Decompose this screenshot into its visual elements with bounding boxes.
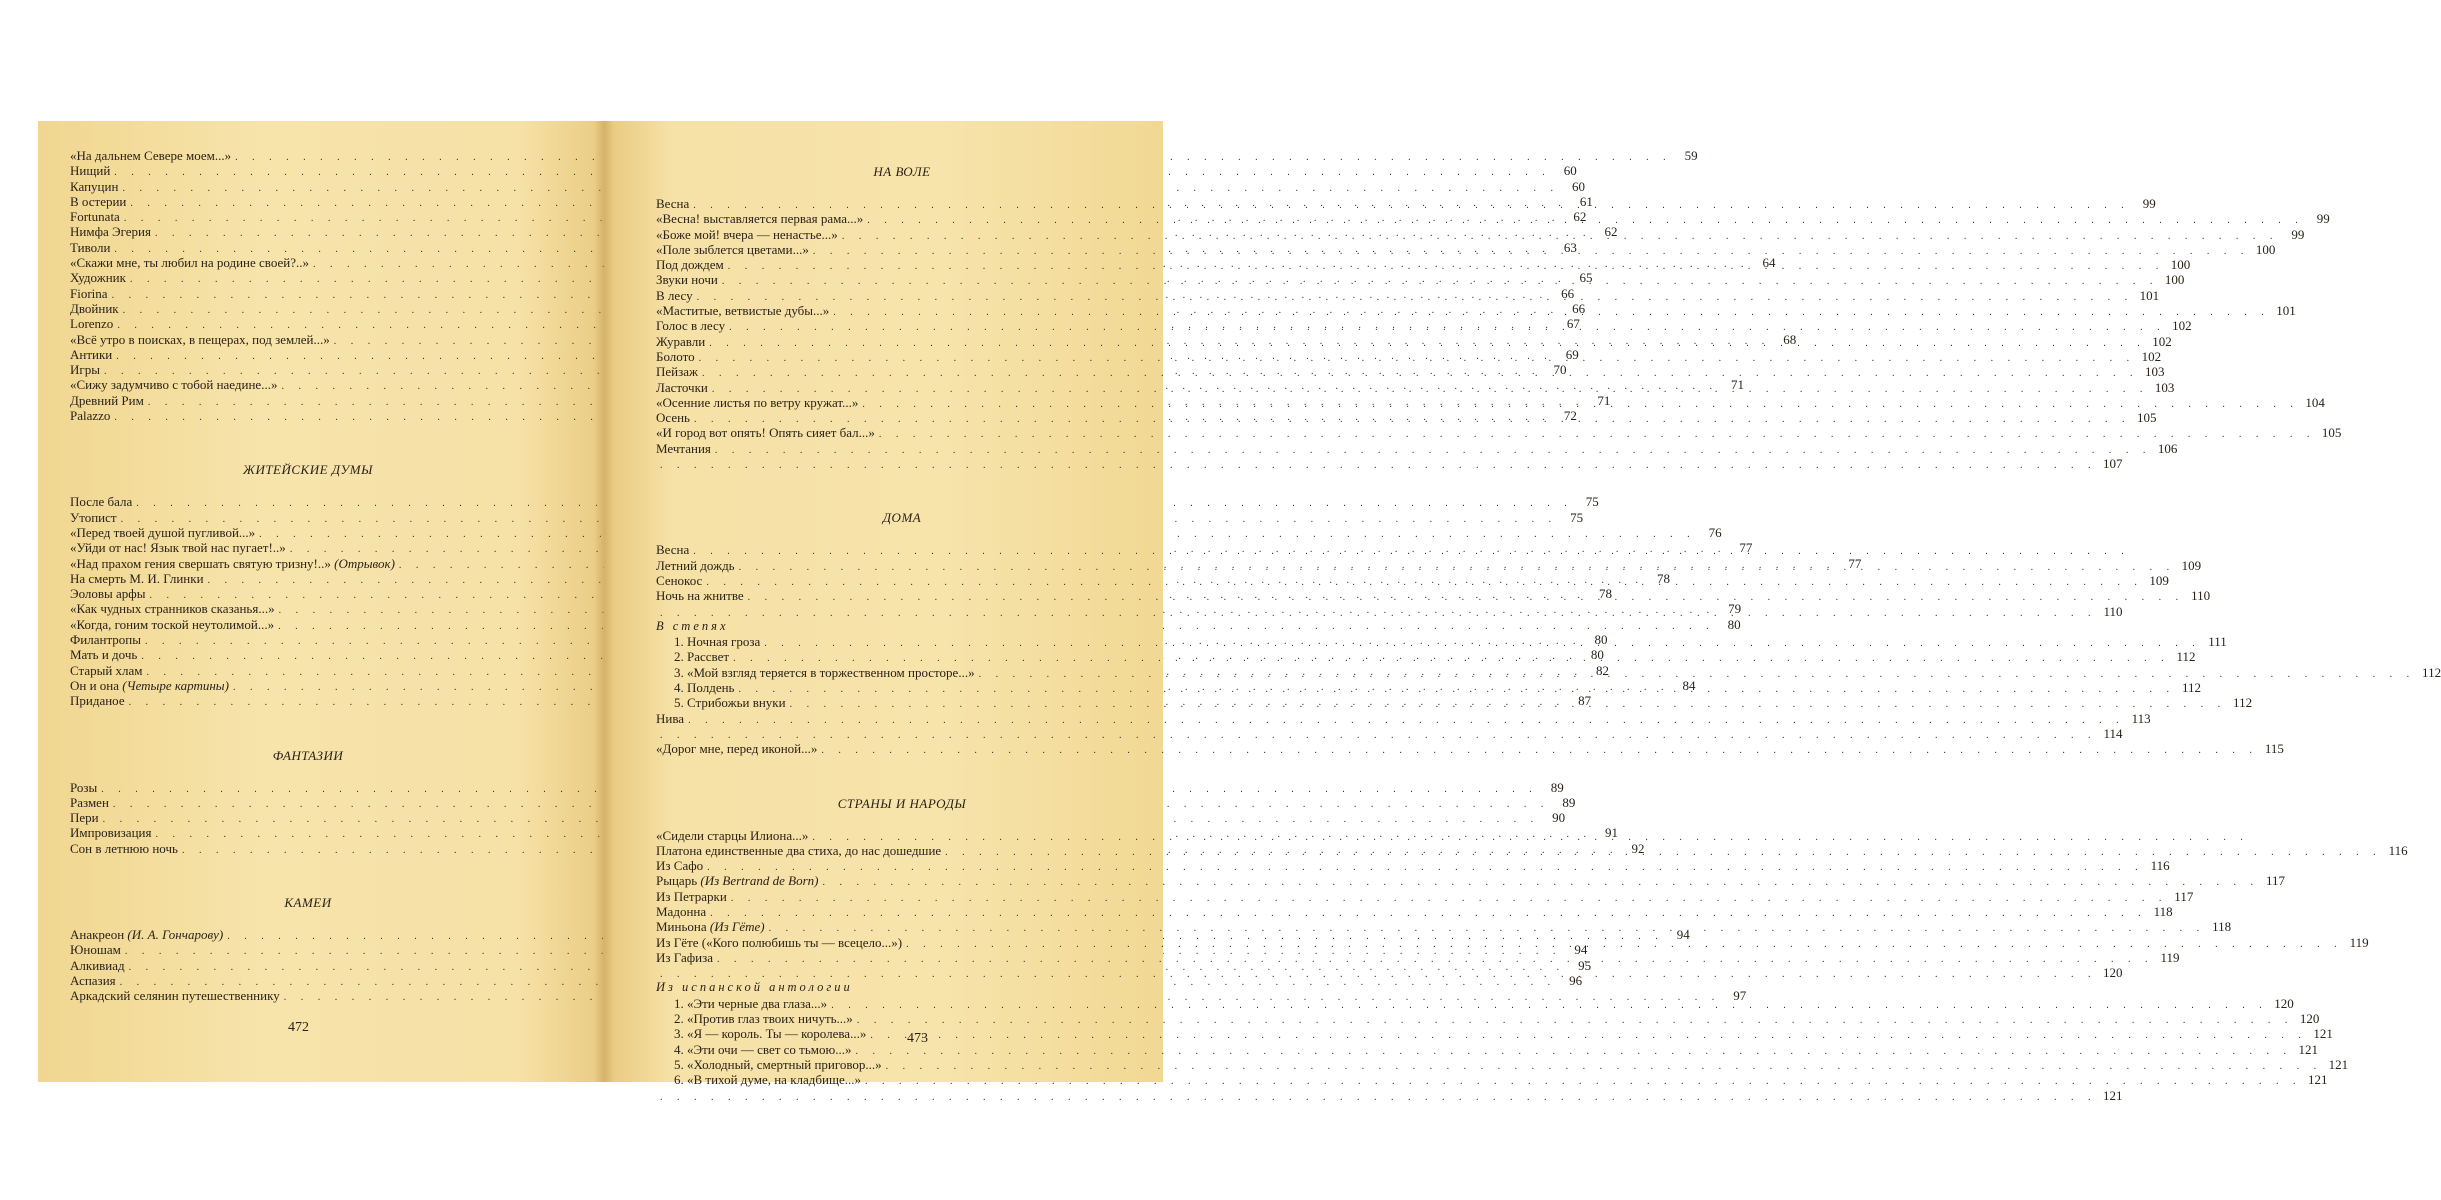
toc-entry-page: 82	[1596, 662, 1610, 678]
toc-entry-page: 97	[1733, 988, 1747, 1004]
toc-entry-page: 92	[1631, 840, 1645, 856]
toc-entry-title: Из Сафо	[656, 858, 704, 874]
toc-entry-page: 121	[2103, 1087, 2123, 1103]
toc-entry	[656, 1041, 2318, 1057]
section-heading: НА ВОЛЕ	[873, 164, 931, 179]
toc-entry	[656, 425, 2342, 441]
heading-gap	[70, 478, 546, 494]
toc-leader-dots	[879, 427, 2316, 442]
toc-leader-dots	[790, 697, 2227, 712]
toc-entry-title: Мадонна	[656, 903, 707, 919]
toc-entry-page: 121	[2298, 1041, 2318, 1057]
toc-entry-page: 89	[1550, 779, 1564, 795]
toc-entry-title: 3. «Я — король. Ты — королева...»	[674, 1026, 867, 1042]
toc-entry-title: Весна	[656, 196, 690, 211]
toc-entry-title: «Маститые, ветвистые дубы...»	[656, 303, 830, 319]
toc-entry-page: 80	[1590, 647, 1604, 663]
toc-entry-page: 76	[1708, 524, 1722, 540]
toc-entry-page: 102	[2172, 318, 2192, 334]
toc-entry-title: 5. «Холодный, смертный приговор...»	[674, 1056, 882, 1072]
toc-entry-title: «Сидели старцы Илиона...»	[656, 827, 809, 843]
toc-entry-title: Нимфа Эгерия	[70, 224, 151, 240]
toc-entry	[70, 494, 1599, 510]
toc-entry-page: 63	[1563, 239, 1577, 255]
section-gap	[656, 757, 1148, 795]
toc-entry-title: Журавли	[656, 333, 706, 349]
toc-entry-page: 72	[1563, 408, 1577, 424]
toc-leader-dots	[660, 1090, 2097, 1105]
toc-entry	[656, 828, 1148, 843]
toc-entry-page: 111	[2208, 634, 2227, 650]
heading-gap	[70, 911, 546, 927]
toc-entry-page: 60	[1563, 163, 1577, 179]
toc-entry-page: 104	[2305, 394, 2325, 410]
toc-entry-page: 79	[1728, 601, 1742, 617]
toc-entry-title: Звуки ночи	[656, 272, 718, 288]
toc-leader-dots	[688, 713, 2125, 728]
toc-entry-title: Игры	[70, 362, 100, 378]
section-gap	[70, 856, 546, 894]
toc-entry-page: 99	[2316, 211, 2330, 227]
toc-entry-page: 118	[2212, 919, 2232, 935]
toc-entry-page: 67	[1566, 316, 1580, 332]
toc-entry-page: 117	[2265, 873, 2285, 889]
toc-entry	[656, 1011, 2320, 1027]
toc-entry-page: 77	[1848, 555, 1862, 571]
section-heading: СТРАНЫ И НАРОДЫ	[837, 795, 967, 811]
section-heading: ФАНТАЗИИ	[272, 747, 344, 763]
toc-leader-dots	[717, 952, 2154, 967]
toc-leader-dots	[833, 305, 2270, 320]
toc-entry	[656, 1056, 2349, 1072]
heading-gap	[656, 526, 1148, 542]
toc-entry-page: 71	[1597, 392, 1611, 408]
toc-entry-page: 100	[2164, 272, 2185, 288]
toc-leader-dots	[769, 921, 2206, 936]
toc-entry	[656, 456, 2123, 472]
toc-entry-title: Аспазия	[70, 972, 116, 988]
toc-leader-dots	[710, 906, 2147, 921]
toc-leader-dots	[739, 560, 2176, 575]
toc-leader-dots	[697, 290, 2134, 305]
toc-entry-page: 60	[1571, 178, 1585, 194]
toc-entry-title: Антики	[70, 346, 113, 362]
toc-entry-page: 71	[1730, 377, 1744, 393]
toc-entry-page: 112	[2181, 680, 2201, 696]
section-gap	[70, 709, 546, 747]
toc-entry-page: 99	[2142, 196, 2156, 211]
toc-entry-page: 120	[2103, 965, 2123, 981]
toc-leader-dots	[855, 1044, 2292, 1059]
toc-entry-title: Пейзаж	[656, 364, 699, 380]
toc-entry-note: (Из Гёте)	[709, 919, 765, 935]
toc-entry-title: Из Гафиза	[656, 949, 714, 965]
toc-leader-dots	[694, 412, 2131, 427]
toc-entry-title: Эоловы арфы	[70, 586, 146, 602]
section-gap	[70, 423, 546, 461]
toc-entry-title: 2. «Против глаз твоих ничуть...»	[674, 1011, 853, 1027]
toc-entry-title: Утопист	[70, 509, 117, 525]
toc-entry-title: Fortunata	[70, 209, 120, 225]
toc-entry-title: Аркадский селянин путешественнику	[70, 988, 280, 1004]
toc-entry-page: 89	[1562, 794, 1576, 810]
toc-entry-title: Двойник	[70, 300, 119, 316]
toc-entry-title: «Уйди от нас! Язык твой нас пугает!..»	[70, 540, 286, 556]
toc-leader-dots	[706, 575, 2143, 590]
toc-leader-dots	[862, 397, 2299, 412]
toc-entry-page: 112	[2233, 695, 2253, 711]
subsection-heading: Из испанской антологии	[656, 980, 853, 995]
toc-entry	[656, 873, 2285, 889]
toc-entry-title: Импровизация	[70, 825, 152, 841]
toc-entry-page: 75	[1585, 494, 1599, 510]
toc-entry-page: 112	[2176, 649, 2196, 665]
toc-entry-note: (Четыре картины)	[122, 677, 229, 693]
toc-entry-page: 94	[1574, 942, 1588, 958]
section-heading: КАМЕИ	[284, 894, 332, 910]
toc-leader-dots	[707, 860, 2144, 875]
toc-entry-page: 115	[2264, 741, 2284, 757]
toc-entry-page: 78	[1598, 586, 1612, 602]
toc-leader-dots	[812, 830, 2249, 845]
page-number-left: 472	[288, 1020, 309, 1035]
toc-entry-page: 70	[1553, 362, 1567, 378]
toc-entry-title: 5. Стрибожьи внуки	[674, 695, 786, 711]
toc-leader-dots	[660, 967, 2097, 982]
toc-entry	[656, 542, 1148, 557]
toc-entry-page: 117	[2174, 888, 2194, 904]
toc-entry-page: 114	[2103, 725, 2123, 741]
toc-entry-note: (И. А. Гончарову)	[127, 926, 224, 942]
toc-entry-title: «Как чудных странников сказанья...»	[70, 601, 275, 617]
toc-entry-page: 62	[1604, 224, 1618, 240]
toc-entry-title: Мать и дочь	[70, 647, 138, 663]
toc-entry-title: Palazzo	[70, 408, 111, 424]
toc-entry-title: Древний Рим	[70, 392, 144, 408]
toc-entry-page: 102	[2152, 333, 2172, 349]
toc-leader-dots	[731, 891, 2168, 906]
toc-entry-title: «Скажи мне, ты любил на родине своей?..»	[70, 255, 310, 271]
toc-leader-dots	[660, 606, 2097, 621]
toc-entry-title: 6. «В тихой думе, на кладбище...»	[674, 1072, 861, 1088]
toc-entry-title: «Над прахом гения свершать святую тризну!..» (Отрывок)	[70, 555, 395, 571]
toc-entry	[70, 524, 1722, 540]
toc-entry-title: Тиволи	[70, 239, 111, 255]
toc-entry-title: После бала	[70, 494, 133, 510]
toc-entry-title: Капуцин	[70, 178, 119, 194]
toc-entry-title: Из Петрарки	[656, 888, 727, 904]
toc-entry-title: 4. Полдень	[674, 680, 735, 696]
toc-entry-title: Розы	[70, 779, 98, 795]
toc-entry-page: 101	[2139, 287, 2160, 303]
toc-entry-page: 95	[1578, 957, 1592, 973]
toc-entry-page: 121	[2313, 1026, 2333, 1042]
toc-entry-page: 64	[1762, 255, 1776, 271]
toc-leader-dots	[865, 1074, 2302, 1089]
toc-entry-page: 109	[2181, 557, 2202, 573]
toc-leader-dots	[660, 458, 2097, 473]
toc-entry-title: Голос в лесу	[656, 318, 726, 334]
toc-entry-title: 1. Ночная гроза	[674, 634, 761, 650]
toc-entry-page: 69	[1565, 346, 1579, 362]
toc-entry-title: Миньона (Из Гёте)	[656, 919, 765, 935]
toc-leader-dots	[906, 937, 2343, 952]
toc-entry	[70, 148, 1698, 163]
toc-entry-page: 116	[2150, 858, 2170, 874]
toc-entry-page: 112	[2422, 664, 2441, 680]
toc-entry-page: 84	[1682, 677, 1696, 693]
toc-entry-title: Нищий	[70, 163, 111, 179]
toc-entry-title: Fiorina	[70, 285, 108, 301]
toc-entry-page: 120	[2274, 995, 2294, 1011]
toc-entry-title: «Перед твоей душой пугливой...»	[70, 524, 256, 540]
toc-entry-page: 91	[1604, 825, 1618, 841]
toc-entry-page: 103	[2145, 364, 2165, 380]
toc-entry-page: 101	[2276, 303, 2296, 319]
toc-entry-page: 90	[1552, 810, 1566, 826]
toc-entry-page: 105	[2321, 425, 2342, 441]
toc-entry-title: Он и она (Четыре картины)	[70, 677, 229, 693]
toc-leader-dots	[813, 244, 2250, 259]
toc-entry	[70, 601, 1742, 617]
toc-leader-dots	[712, 382, 2149, 397]
toc-entry-page: 121	[2328, 1056, 2349, 1072]
toc-entry-title: В лесу	[656, 287, 693, 303]
toc-entry-page: 113	[2131, 710, 2151, 726]
toc-entry-page: 94	[1676, 926, 1690, 942]
toc-entry-title: Сенокос	[656, 572, 703, 588]
toc-entry-page: 80	[1727, 616, 1741, 632]
toc-entry-title: «Когда, гоним тоской неутолимой...»	[70, 616, 275, 632]
toc-entry-title: «Боже мой! вчера — ненастье...»	[656, 226, 838, 242]
toc-entry-note: (Из Bertrand de Born)	[700, 873, 819, 889]
toc-entry-page: 105	[2136, 410, 2157, 426]
toc-leader-dots	[699, 351, 2136, 366]
toc-entry	[656, 440, 2178, 456]
heading-gap	[656, 812, 1148, 828]
toc-entry-title: Размен	[70, 794, 109, 810]
toc-entry-title: Мечтания	[656, 440, 711, 456]
toc-entry-page: 99	[2291, 226, 2305, 242]
toc-entry-title: Весна	[656, 542, 690, 558]
toc-entry-title: «Осенние листья по ветру кружат...»	[656, 394, 859, 410]
toc-leader-dots	[709, 336, 2146, 351]
toc-entry-page: 100	[2170, 257, 2191, 273]
section-heading: ЖИТЕЙСКИЕ ДУМЫ	[243, 462, 373, 478]
toc-entry-page: 119	[2160, 949, 2180, 965]
toc-entry-title: На смерть М. И. Глинки	[70, 570, 204, 586]
toc-entry-title: Рыцарь (Из Bertrand de Born)	[656, 873, 819, 889]
toc-entry-title: Летний дождь	[656, 557, 735, 573]
toc-entry-title: «Сижу задумчиво с тобой наедине...»	[70, 377, 278, 393]
toc-leader-dots	[660, 728, 2097, 743]
toc-leader-dots	[870, 1028, 2307, 1043]
toc-entry-title: Болото	[656, 348, 695, 364]
toc-entry-page: 103	[2154, 379, 2175, 395]
toc-entry-title: В остерии	[70, 193, 127, 209]
toc-entry-title: Lorenzo	[70, 316, 114, 332]
subsection-heading: В степях	[656, 618, 729, 633]
toc-entry-title: Ласточки	[656, 379, 708, 395]
toc-leader-dots	[867, 213, 2304, 228]
toc-entry-page: 61	[1579, 193, 1593, 209]
toc-entry	[656, 725, 2123, 741]
toc-entry-title: Анакреон (И. А. Гончарову)	[70, 926, 224, 942]
toc-entry-title: Платона единственные два стиха, до нас дошедшие	[656, 842, 942, 858]
toc-entry-page: 87	[1578, 693, 1592, 709]
toc-entry-page: 119	[2349, 934, 2369, 950]
toc-leader-dots	[886, 1059, 2323, 1074]
toc-leader-dots	[831, 998, 2268, 1013]
toc-entry-page: 77	[1739, 540, 1753, 556]
toc-leader-dots	[857, 1013, 2294, 1028]
toc-entry-page: 80	[1594, 632, 1608, 648]
toc-entry	[656, 1072, 2328, 1088]
toc-entry-title: «На дальнем Севере моем...»	[70, 148, 232, 163]
toc-entry-page: 96	[1569, 972, 1583, 988]
toc-entry-title: Ночь на жнитве	[656, 588, 744, 604]
toc-leader-dots	[738, 682, 2175, 697]
toc-entry-title: 2. Рассвет	[674, 649, 730, 665]
toc-entry-title: Филантропы	[70, 632, 141, 648]
toc-entry-page: 110	[2103, 603, 2123, 619]
toc-entry-title: Юношам	[70, 942, 121, 958]
toc-entry-title: Под дождем	[656, 257, 724, 273]
toc-entry-title: Художник	[70, 270, 126, 286]
toc-entry	[656, 903, 2173, 919]
toc-entry-page: 109	[2149, 572, 2169, 588]
toc-entry-title: Сон в летнюю ночь	[70, 840, 178, 856]
toc-entry	[70, 178, 1585, 194]
toc-entry-page: 75	[1570, 509, 1584, 525]
toc-entry-title: Осень	[656, 410, 690, 426]
toc-leader-dots	[764, 636, 2201, 651]
toc-entry-page: 107	[2103, 456, 2123, 472]
toc-leader-dots	[722, 274, 2159, 289]
toc-entry-title: 1. «Эти черные два глаза...»	[674, 995, 828, 1011]
toc-entry-title: Алкивиад	[70, 957, 125, 973]
toc-entry	[656, 710, 2151, 726]
toc-entry-page: 106	[2157, 440, 2178, 456]
toc-entry-title: Нива	[656, 710, 685, 726]
toc-entry	[656, 1087, 2123, 1103]
toc-leader-dots	[715, 443, 2152, 458]
toc-entry	[656, 741, 2284, 757]
book-gutter	[594, 121, 614, 1082]
toc-entry-page: 65	[1579, 270, 1593, 286]
toc-entry-note: (Отрывок)	[334, 555, 395, 571]
toc-entry-page: 66	[1572, 300, 1586, 316]
toc-leader-dots	[729, 320, 2166, 335]
toc-leader-dots	[693, 198, 2130, 213]
book-spread	[38, 121, 2441, 1103]
toc-entry	[656, 888, 2194, 904]
toc-leader-dots	[822, 875, 2259, 890]
toc-entry-page: 118	[2153, 903, 2173, 919]
toc-leader-dots	[842, 229, 2279, 244]
toc-entry-title: «Дорог мне, перед иконой...»	[656, 741, 818, 757]
section-gap	[656, 471, 1148, 509]
toc-leader-dots	[821, 743, 2258, 758]
toc-entry-title: «Всё утро в поисках, в пещерах, под землей...»	[70, 331, 330, 347]
toc-entry-page: 62	[1573, 209, 1587, 225]
toc-leader-dots	[702, 366, 2139, 381]
toc-entry	[656, 1026, 2333, 1042]
toc-leader-dots	[728, 259, 2165, 274]
toc-leader-dots	[693, 544, 2130, 559]
toc-entry-page: 110	[2191, 588, 2211, 604]
toc-entry-page: 116	[2388, 842, 2408, 858]
toc-entry-page: 121	[2307, 1072, 2328, 1088]
toc-entry-page: 100	[2255, 241, 2276, 257]
toc-leader-dots	[748, 590, 2185, 605]
section-heading: ДОМА	[882, 510, 922, 526]
toc-entry	[656, 858, 2170, 874]
toc-entry-title: «Поле зыблется цветами...»	[656, 241, 809, 257]
toc-entry-title: Приданое	[70, 693, 125, 709]
page-number-right: 473	[907, 1031, 928, 1046]
toc-entry-title: Старый хлам	[70, 662, 143, 678]
toc-entry-page: 78	[1657, 570, 1671, 586]
toc-entry-title: 4. «Эти очи — свет со тьмою...»	[674, 1041, 852, 1057]
toc-entry	[70, 810, 1566, 826]
toc-entry-title: «И город вот опять! Опять сияет бал...»	[656, 425, 875, 441]
toc-entry-title: «Весна! выставляется первая рама...»	[656, 211, 864, 227]
toc-entry-page: 120	[2299, 1011, 2320, 1027]
toc-entry-title: 3. «Мой взгляд теряется в торжественном просторе...»	[674, 664, 975, 680]
heading-gap	[70, 764, 546, 780]
toc-entry-page: 66	[1561, 285, 1575, 301]
heading-gap	[656, 180, 1148, 196]
toc-entry-title: Из Гёте («Кого полюбишь ты — всецело...»)	[656, 934, 903, 950]
toc-entry-title: Пери	[70, 810, 99, 826]
toc-entry	[70, 779, 1564, 795]
toc-entry-page: 102	[2141, 348, 2162, 364]
toc-entry-page: 59	[1684, 148, 1698, 163]
toc-entry-page: 68	[1783, 331, 1797, 347]
